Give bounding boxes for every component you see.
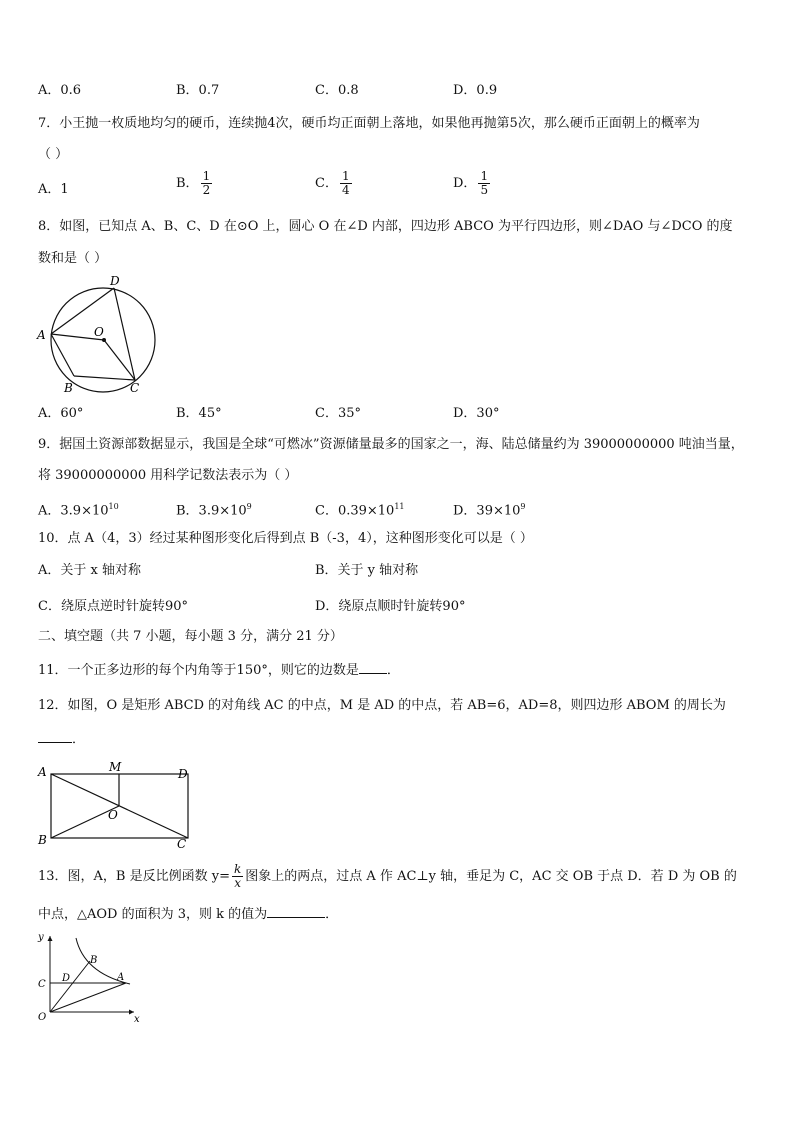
q12-rectangle-figure bbox=[34, 760, 199, 852]
q7-option-b-label: B． bbox=[176, 176, 199, 191]
label-c: C bbox=[38, 979, 46, 990]
q11-period: ． bbox=[386, 663, 400, 678]
fraction-denominator: 4 bbox=[341, 183, 350, 197]
q10-option-d: D．绕原点顺时针旋转90° bbox=[315, 599, 466, 614]
fraction-numerator: 1 bbox=[202, 169, 211, 183]
q9-option-b-base: B．3.9×10 bbox=[176, 503, 247, 519]
segment-a-b bbox=[51, 334, 74, 376]
label-o: O bbox=[38, 1012, 47, 1023]
q13-function-graph bbox=[34, 928, 146, 1023]
q8-option-a: A．60° bbox=[38, 406, 84, 421]
q7-option-b bbox=[176, 170, 214, 197]
label-o: O bbox=[108, 808, 118, 822]
answer-blank[interactable] bbox=[267, 905, 325, 918]
q13-text-part3: 中点，△AOD 的面积为 3，则 k 的值为 bbox=[38, 907, 268, 922]
q7-option-b-fraction bbox=[201, 170, 213, 197]
q13-text-part2: 图象上的两点，过点 A 作 AC⊥y 轴，垂足为 C，AC 交 OB 于点 D．若 D 为 OB 的 bbox=[245, 869, 737, 884]
q11-question: 11．一个正多边形的每个内角等于150°，则它的边数是 bbox=[38, 663, 359, 678]
label-a: A bbox=[38, 765, 47, 779]
q9-text-line1: 9．据国土资源部数据显示，我国是全球“可燃冰”资源储量最多的国家之一，海、陆总储量约为 39000000000 吨油当量， bbox=[38, 437, 744, 452]
label-d: D bbox=[178, 767, 188, 781]
q8-option-c: C．35° bbox=[315, 406, 361, 421]
q10-option-c: C．绕原点逆时针旋转90° bbox=[38, 599, 188, 614]
q6-option-c: C．0.8 bbox=[315, 83, 359, 98]
label-a: A bbox=[117, 972, 125, 983]
q8-text-line1: 8．如图，已知点 A、B、C、D 在⊙O 上，圆心 O 在∠D 内部，四边形 ABCO 为平行四边形，则∠DAO 与∠DCO 的度 bbox=[38, 219, 733, 234]
q6-option-a: A．0.6 bbox=[38, 83, 82, 98]
q6-option-d: D．0.9 bbox=[453, 83, 498, 98]
label-d: D bbox=[110, 274, 120, 288]
fraction-denominator: 2 bbox=[202, 183, 211, 197]
q7-option-c-label: C． bbox=[315, 176, 338, 191]
q13-text-line2 bbox=[38, 905, 338, 924]
q8-option-d: D．30° bbox=[453, 406, 500, 421]
q13-fraction-k-over-x bbox=[232, 863, 243, 890]
q9-option-a-exponent: 10 bbox=[108, 502, 119, 511]
q9-option-c-base: C．0.39×10 bbox=[315, 503, 395, 519]
q9-option-a-base: A．3.9×10 bbox=[38, 503, 109, 519]
q13-text-line1 bbox=[38, 862, 737, 892]
q9-option-c bbox=[315, 498, 405, 520]
q9-option-c-exponent: 11 bbox=[394, 502, 405, 511]
q12-text-line2 bbox=[38, 730, 85, 749]
label-b: B bbox=[64, 381, 73, 395]
label-c: C bbox=[130, 381, 140, 395]
fraction-denominator: 5 bbox=[480, 183, 489, 197]
segment-b-c bbox=[74, 376, 135, 380]
label-x: x bbox=[134, 1014, 140, 1023]
q9-option-d-base: D．39×10 bbox=[453, 503, 521, 519]
q12-text-line1: 12．如图，O 是矩形 ABCD 的对角线 AC 的中点，M 是 AD 的中点，若 AB=6，AD=8，则四边形 ABOM 的周长为 bbox=[38, 698, 726, 713]
q7-option-d bbox=[453, 170, 492, 197]
label-d: D bbox=[62, 973, 71, 984]
q7-option-c bbox=[315, 170, 354, 197]
q9-option-a bbox=[38, 498, 119, 520]
fraction-numerator: 1 bbox=[341, 169, 350, 183]
label-c: C bbox=[177, 837, 187, 851]
q7-text-line2: （ ） bbox=[38, 147, 69, 162]
q9-option-b-exponent: 9 bbox=[246, 502, 252, 511]
q13-text-part1: 13．图，A，B 是反比例函数 y= bbox=[38, 869, 230, 884]
q9-option-d-exponent: 9 bbox=[520, 502, 526, 511]
q12-period: ． bbox=[72, 732, 86, 747]
q9-option-d bbox=[453, 498, 526, 520]
q10-text-line1: 10．点 A（4，3）经过某种图形变化后得到点 B（-3，4），这种图形变化可以是（ ） bbox=[38, 531, 533, 546]
q7-text-line1: 7．小王抛一枚质地均匀的硬币，连续抛4次，硬币均正面朝上落地，如果他再抛第5次，那么硬币正面朝上的概率为 bbox=[38, 116, 700, 131]
q9-option-b bbox=[176, 498, 252, 520]
q7-option-c-fraction bbox=[340, 170, 352, 197]
fraction-numerator: 1 bbox=[480, 169, 489, 183]
section-title: 二、填空题（共 7 小题，每小题 3 分，满分 21 分） bbox=[38, 629, 343, 644]
q10-option-a: A．关于 x 轴对称 bbox=[38, 563, 141, 578]
q8-text-line2: 数和是（ ） bbox=[38, 251, 108, 266]
label-y: y bbox=[38, 932, 44, 943]
q8-option-b: B．45° bbox=[176, 406, 222, 421]
label-o: O bbox=[94, 325, 104, 339]
q11-text bbox=[38, 661, 400, 680]
label-b: B bbox=[90, 955, 98, 966]
q13-period: ． bbox=[325, 907, 339, 922]
y-axis-arrow bbox=[48, 936, 53, 941]
q6-option-b: B．0.7 bbox=[176, 83, 220, 98]
fraction-numerator: k bbox=[234, 862, 242, 876]
answer-blank[interactable] bbox=[359, 661, 387, 674]
label-b: B bbox=[38, 833, 47, 847]
q7-option-d-label: D． bbox=[453, 176, 477, 191]
q8-circle-figure bbox=[34, 272, 164, 397]
q7-option-d-fraction bbox=[478, 170, 490, 197]
answer-blank[interactable] bbox=[38, 730, 72, 743]
q10-option-b: B．关于 y 轴对称 bbox=[315, 563, 419, 578]
label-m: M bbox=[109, 760, 122, 774]
q7-option-a: A．1 bbox=[38, 182, 69, 197]
fraction-denominator: x bbox=[234, 876, 242, 890]
q9-text-line2: 将 39000000000 用科学记数法表示为（ ） bbox=[38, 468, 298, 483]
label-a: A bbox=[37, 328, 46, 342]
